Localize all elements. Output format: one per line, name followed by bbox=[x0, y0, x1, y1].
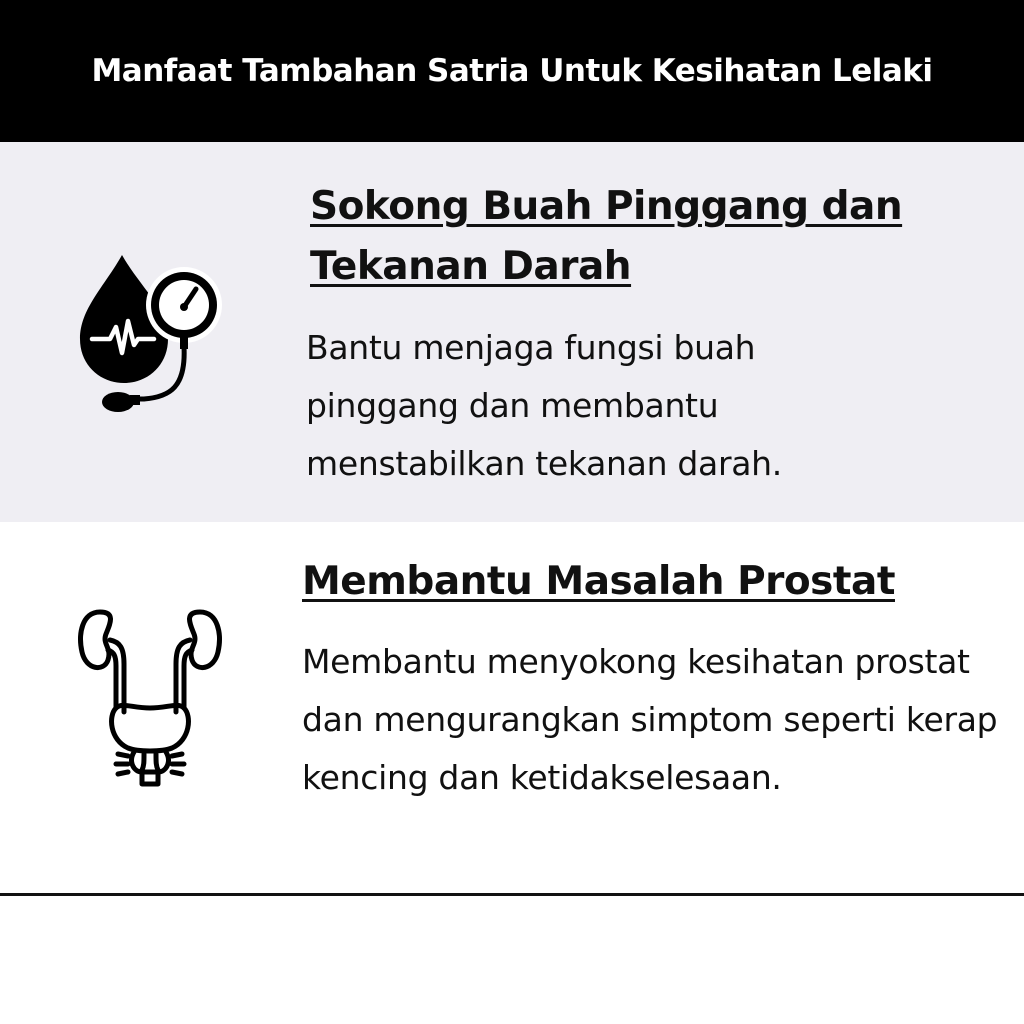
benefit-section-kidney-blood-pressure bbox=[0, 142, 1024, 522]
urinary-system-icon bbox=[72, 604, 228, 790]
blood-pressure-icon bbox=[74, 247, 234, 417]
section-heading: Membantu Masalah Prostat bbox=[302, 559, 895, 604]
bottom-divider bbox=[0, 893, 1024, 896]
page-title: Manfaat Tambahan Satria Untuk Kesihatan Lelaki bbox=[91, 53, 933, 89]
benefit-section-prostate bbox=[0, 522, 1024, 894]
section-heading: Sokong Buah Pinggang dan Tekanan Darah bbox=[310, 184, 903, 289]
header-banner bbox=[0, 0, 1024, 142]
section-description: Bantu menjaga fungsi buah pinggang dan membantu menstabilkan tekanan darah. bbox=[306, 328, 782, 483]
section-description: Membantu menyokong kesihatan prostat dan mengurangkan simptom seperti kerap kencing dan ketidakselesaan. bbox=[302, 642, 998, 797]
